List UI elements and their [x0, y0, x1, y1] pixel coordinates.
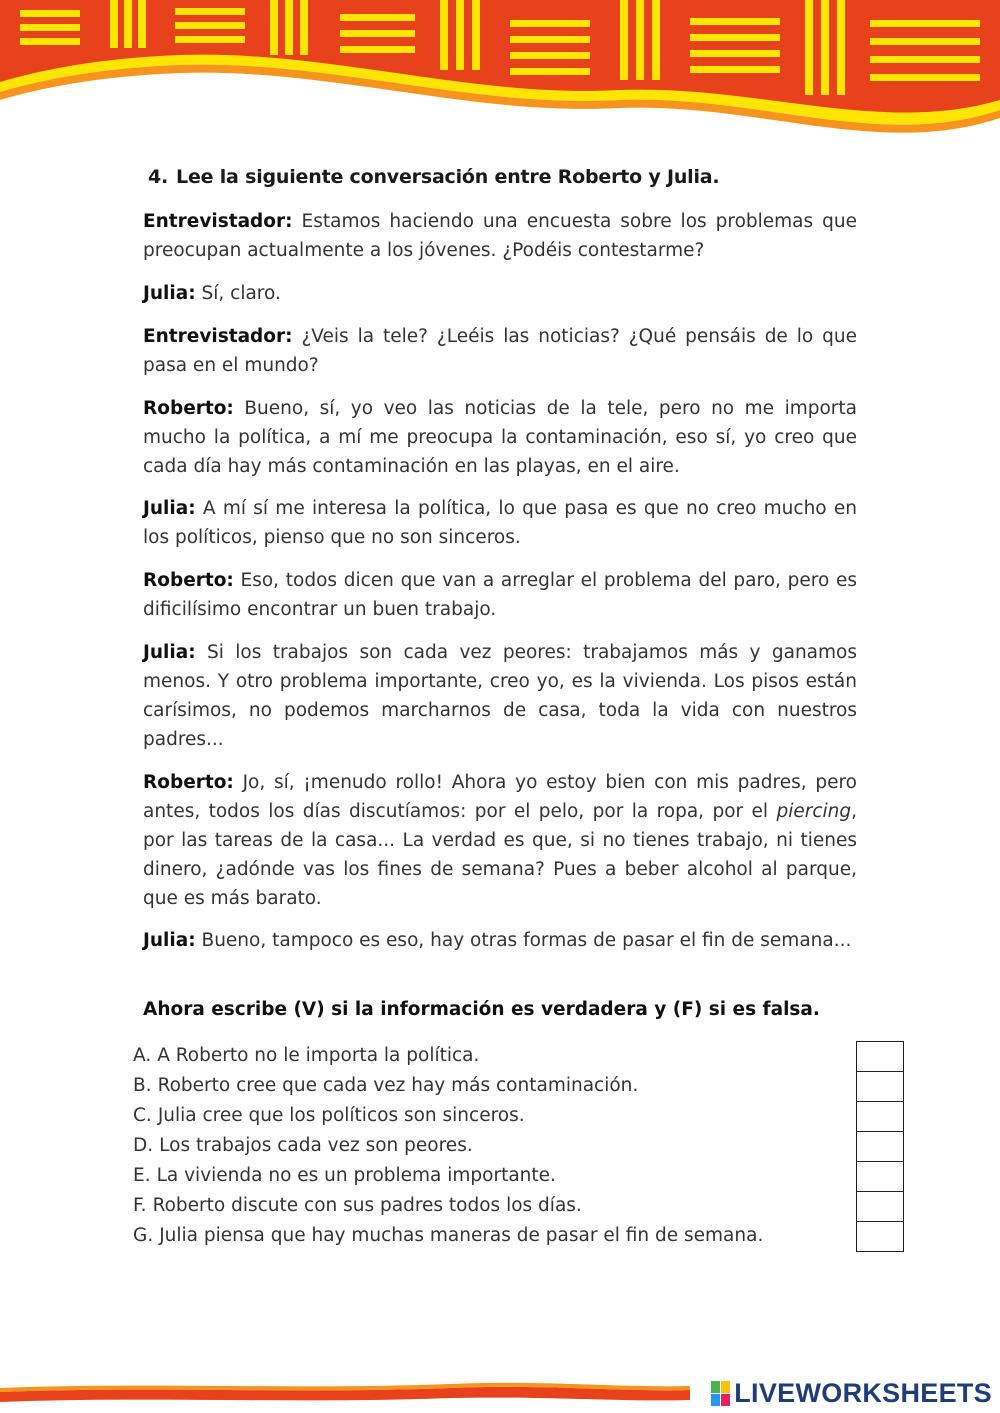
- statement-item: [133, 1191, 763, 1221]
- speaker-name: Julia:: [143, 642, 196, 663]
- statement-text: Roberto cree que cada vez hay más contaminación.: [157, 1075, 639, 1096]
- dialogue-text: ¿Veis la tele? ¿Leéis las noticias? ¿Qué pensáis de lo que pasa en el mundo?: [143, 326, 857, 376]
- statement-text: A Roberto no le importa la política.: [157, 1045, 480, 1066]
- dialogue-text: Sí, claro.: [195, 283, 281, 304]
- speaker-name: Entrevistador:: [143, 211, 293, 232]
- statement-letter: B.: [133, 1075, 152, 1096]
- logo-text: LIVEWORKSHEETS: [734, 1377, 992, 1408]
- statement-text: Los trabajos cada vez son peores.: [159, 1135, 473, 1156]
- statement-text: La vivienda no es un problema importante.: [156, 1165, 556, 1186]
- dialogue-line: [143, 394, 857, 481]
- speaker-name: Julia:: [143, 283, 196, 304]
- exercise-title: [148, 166, 719, 188]
- answer-box-e[interactable]: [856, 1161, 904, 1191]
- dialogue-italic-word: piercing: [776, 801, 852, 822]
- liveworksheets-logo: [711, 1378, 992, 1408]
- statement-text: Julia piensa que hay muchas maneras de pasar el fin de semana.: [159, 1225, 764, 1246]
- dialogue-line: [143, 768, 857, 913]
- statement-text: Roberto discute con sus padres todos los días.: [152, 1195, 582, 1216]
- statement-letter: D.: [133, 1135, 154, 1156]
- instruction: Ahora escribe (V) si la información es verdadera y (F) si es falsa.: [143, 999, 820, 1020]
- header-banner: [0, 0, 1000, 150]
- exercise-title-text: Lee la siguiente conversación entre Roberto y Julia.: [176, 166, 720, 188]
- statement-item: [133, 1131, 763, 1161]
- answer-box-f[interactable]: [856, 1191, 904, 1221]
- dialogue-text: A mí sí me interesa la política, lo que pasa es que no creo mucho en los políticos, pienso que no son sinceros.: [143, 498, 857, 548]
- dialogue-line: [143, 279, 857, 308]
- answer-box-d[interactable]: [856, 1131, 904, 1161]
- speaker-name: Roberto:: [143, 570, 234, 591]
- statement-item: [133, 1041, 763, 1071]
- speaker-name: Roberto:: [143, 398, 234, 419]
- statement-list: [133, 1041, 763, 1251]
- dialogue-text: Estamos haciendo una encuesta sobre los problemas que preocupan actualmente a los jóvenes. ¿Podéis contestarme?: [143, 211, 857, 261]
- statement-item: [133, 1161, 763, 1191]
- statement-item: [133, 1101, 763, 1131]
- answer-box-c[interactable]: [856, 1101, 904, 1131]
- answer-box-g[interactable]: [856, 1221, 904, 1252]
- exercise-number: 4.: [148, 166, 169, 188]
- dialogue-line: [143, 566, 857, 624]
- statement-item: [133, 1221, 763, 1251]
- speaker-name: Entrevistador:: [143, 326, 293, 347]
- dialogue-text: Bueno, sí, yo veo las noticias de la tele, pero no me importa mucho la política, a mí me preocupa la contaminación, eso sí, yo creo que cada día hay más contaminación en las playas, en el aire.: [143, 398, 857, 477]
- dialogue-text: Bueno, tampoco es eso, hay otras formas de pasar el fin de semana...: [195, 930, 852, 951]
- answer-box-b[interactable]: [856, 1071, 904, 1101]
- dialogue-line: [143, 926, 857, 955]
- answer-box-a[interactable]: [856, 1041, 904, 1071]
- statement-text: Julia cree que los políticos son sinceros.: [157, 1105, 525, 1126]
- statement-item: [133, 1071, 763, 1101]
- dialogue-text: Si los trabajos son cada vez peores: trabajamos más y ganamos menos. Y otro problema importante, creo yo, es la vivienda. Los pisos están carísimos, no podemos marcharnos de casa, toda la vida con nuestros padres...: [143, 642, 857, 750]
- statement-letter: G.: [133, 1225, 154, 1246]
- speaker-name: Julia:: [143, 498, 196, 519]
- dialogue-line: [143, 322, 857, 380]
- statement-letter: F.: [133, 1195, 147, 1216]
- statement-letter: C.: [133, 1105, 152, 1126]
- statement-letter: E.: [133, 1165, 151, 1186]
- dialogue-text: Eso, todos dicen que van a arreglar el problema del paro, pero es dificilísimo encontrar un buen trabajo.: [143, 570, 857, 620]
- answer-boxes: [856, 1041, 904, 1252]
- dialogue-text: , por las tareas de la casa... La verdad es que, si no tienes trabajo, ni tienes dinero, ¿adónde vas los fines de semana? Pues a beber alcohol al parque, que es más barato.: [143, 801, 857, 909]
- statement-letter: A.: [133, 1045, 152, 1066]
- speaker-name: Julia:: [143, 930, 196, 951]
- speaker-name: Roberto:: [143, 772, 234, 793]
- logo-mark-icon: [711, 1381, 730, 1406]
- dialogue-line: [143, 494, 857, 552]
- dialogue-line: [143, 207, 857, 265]
- dialogue-text: Jo, sí, ¡menudo rollo! Ahora yo estoy bien con mis padres, pero antes, todos los días discutíamos: por el pelo, por la ropa, por el: [143, 772, 857, 822]
- dialogue-line: [143, 638, 857, 754]
